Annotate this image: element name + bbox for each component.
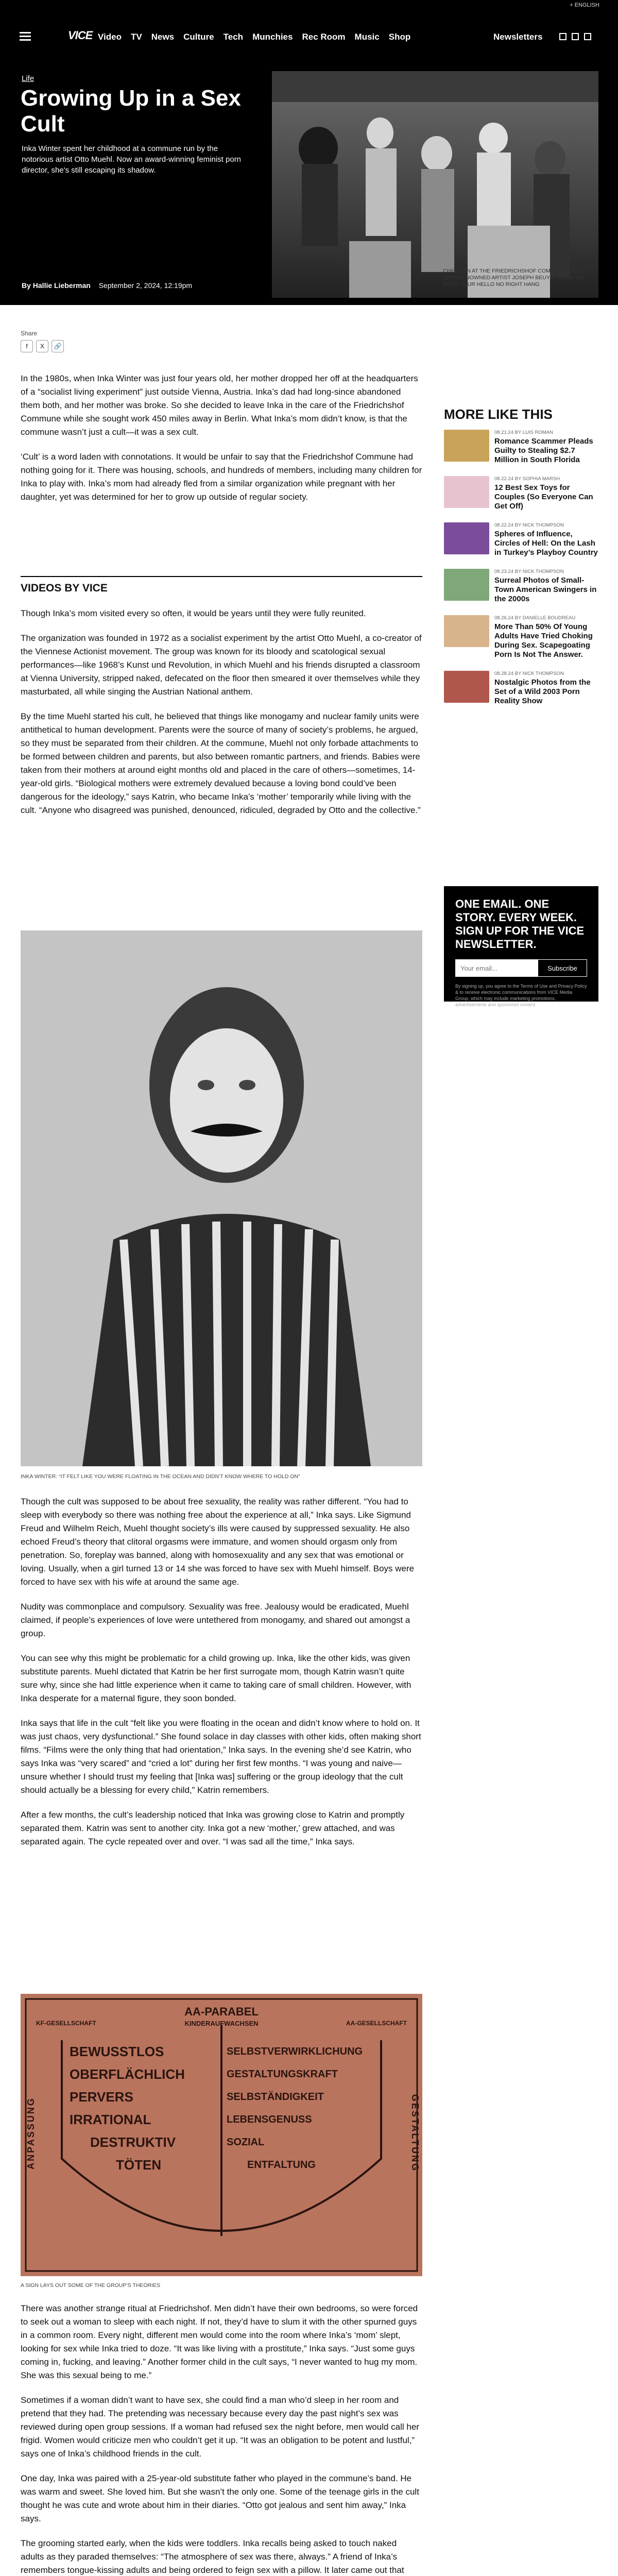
instagram-icon[interactable] bbox=[559, 33, 566, 40]
facebook-icon[interactable] bbox=[572, 33, 579, 40]
related-title[interactable]: More Than 50% Of Young Adults Have Tried Choking During Sex. Scapegoating Porn Is Not The Answer. bbox=[494, 622, 593, 659]
nav-link-music[interactable]: Music bbox=[354, 32, 380, 42]
x-share-icon[interactable]: X bbox=[36, 340, 48, 352]
article-body-2 bbox=[21, 607, 422, 828]
sign-term: BEWUSSTLOS bbox=[70, 2044, 164, 2059]
sign-side-left: ANPASSUNG bbox=[25, 2097, 36, 2170]
related-title[interactable]: Romance Scammer Pleads Guilty to Stealing $2.7 Million in South Florida bbox=[494, 437, 593, 464]
photo-caption: A SIGN LAYS OUT SOME OF THE GROUP’S THEORIES bbox=[21, 2282, 161, 2289]
sign-title: AA-PARABEL bbox=[184, 2005, 259, 2018]
related-thumbnail[interactable] bbox=[444, 522, 489, 554]
related-article[interactable] bbox=[444, 615, 598, 659]
nav-link-culture[interactable]: Culture bbox=[183, 32, 214, 42]
sign-left-column bbox=[70, 2040, 214, 2176]
sign-subtitle: KINDERAUFWACHSEN bbox=[184, 2020, 259, 2027]
category-link[interactable]: Life bbox=[22, 74, 35, 83]
facebook-share-icon[interactable]: f bbox=[21, 340, 33, 352]
related-title[interactable]: 12 Best Sex Toys for Couples (So Everyone Can Get Off) bbox=[494, 483, 593, 511]
article-title: Growing Up in a Sex Cult bbox=[21, 86, 241, 137]
article-body-1 bbox=[21, 372, 422, 515]
sign-right-header: AA-GESELLSCHAFT bbox=[346, 2020, 407, 2027]
share-bar bbox=[21, 330, 64, 352]
sign-term: SELBSTÄNDIGKEIT bbox=[227, 2091, 324, 2103]
more-like-this-heading: MORE LIKE THIS bbox=[444, 406, 553, 422]
article-body-3 bbox=[21, 1495, 422, 1860]
paragraph: Inka says that life in the cult “felt like you were floating in the ocean and didn’t know where to hold on. It was just chaos, very dysfunctional.” She found solace in day classes with other kids, often making short films. “Films were the only thing that had orientation,” Inka says. In the evening she’d see Katrin, who says Inka was “very scared” and “cried a lot” during her first few months. “I was young and naive—unsure whether I should trust my feeling that [Inka was] suffering or the group ideology that the cult should actually be a blessing for every child,” Katrin remembers. bbox=[21, 1718, 421, 1795]
byline bbox=[22, 281, 192, 290]
main-nav bbox=[0, 11, 618, 63]
link-share-icon[interactable]: 🔗 bbox=[52, 340, 64, 352]
newsletter-email-input[interactable] bbox=[455, 959, 538, 977]
related-title[interactable]: Spheres of Influence, Circles of Hell: On the Lash in Turkey’s Playboy Country bbox=[494, 530, 598, 557]
sign-term: SELBSTVERWIRKLICHUNG bbox=[227, 2046, 363, 2057]
sign-term: LEBENSGENUSS bbox=[227, 2114, 312, 2125]
share-label: Share bbox=[21, 330, 38, 337]
related-meta: 08.22.24 BY NICK THOMPSON bbox=[494, 522, 564, 528]
paragraph: ‘Cult’ is a word laden with connotations. It would be unfair to say that the Friedrichshof Commune had nothing going for it. There was housing, schools, and hundreds of members, including many children for Inka to play with. Inka’s mom had already fled from a similar organization while pregnant with her daughter, yet was determined for her to grow up outside of regular society. bbox=[21, 452, 422, 502]
related-thumbnail[interactable] bbox=[444, 569, 489, 601]
sign-term: TÖTEN bbox=[116, 2157, 162, 2173]
photo-caption: INKA WINTER: “IT FELT LIKE YOU WERE FLOATING IN THE OCEAN AND DIDN’T KNOW WHERE TO HOLD ON” bbox=[21, 1473, 300, 1480]
nav-link-news[interactable]: News bbox=[151, 32, 175, 42]
newsletter-fine-print: By signing up, you agree to the Terms of Use and Privacy Policy & to receive electronic communications from VICE Media Group, which may include marketing promotions, advertisements and sponsored content. bbox=[455, 984, 587, 1007]
paragraph: One day, Inka was paired with a 25-year-old substitute father who played in the commune’s band. He was warm and sweet. She loved him. But she wasn’t the only one. Some of the teenage girls in the cult thought he was cute and wrote about him in their diaries. “Otto got jealous and sent him away,” Inka says. bbox=[21, 2473, 419, 2523]
paragraph: The grooming started early, when the kids were toddlers. Inka recalls being asked to touch naked adults as they paraded themselves: “The atmosphere of sex was there, always.” A friend of Inka’s remembers tongue-kissing adults and being ordered to feign sex with a pillow. It later came out that bbox=[21, 2538, 404, 2575]
nav-link-tech[interactable]: Tech bbox=[223, 32, 244, 42]
subscribe-button[interactable]: Subscribe bbox=[538, 959, 587, 977]
nav-link-shop[interactable]: Shop bbox=[388, 32, 411, 42]
related-article[interactable] bbox=[444, 569, 598, 604]
nav-link-rec-room[interactable]: Rec Room bbox=[302, 32, 346, 42]
related-title[interactable]: Surreal Photos of Small-Town American Swingers in the 2000s bbox=[494, 576, 597, 603]
publish-date: September 2, 2024, 12:19pm bbox=[98, 281, 193, 290]
nav-link-video[interactable]: Video bbox=[98, 32, 122, 42]
newsletter-heading: ONE EMAIL. ONE STORY. EVERY WEEK. SIGN UP FOR THE VICE NEWSLETTER. bbox=[455, 897, 585, 951]
paragraph: There was another strange ritual at Friedrichshof. Men didn’t have their own bedrooms, so were forced to seek out a woman to sleep with each night. If not, they’d have to slum it with the other spurned guys in a common room. Every night, different men would come into the room where Inka’s ‘mom’ slept, looking for sex while Inka tried to doze. “It was like living with a prostitute,” Inka says. “Just some guys coming in, fucking, and leaving.” Another former child in the cult says, “I never wanted to hug my mom. She was this sexual being to me.” bbox=[21, 2303, 418, 2380]
nav-link-tv[interactable]: TV bbox=[130, 32, 142, 42]
sign-right-column bbox=[227, 2040, 376, 2176]
hero-photo-caption: CHILDREN AT THE FRIEDRICHSHOF COMMUNE DANCE WITH RENOWNED ARTIST JOSEPH BEUYS. IMAGE VIA FOUR YOUR HELLO NO RIGHT HANG bbox=[443, 268, 587, 287]
related-article[interactable] bbox=[444, 430, 598, 465]
article-dek: Inka Winter spent her childhood at a commune run by the notorious artist Otto Muehl. Now an award-winning feminist porn director, she's still escaping its shadow. bbox=[22, 144, 242, 175]
related-thumbnail[interactable] bbox=[444, 476, 489, 508]
aa-parabel-sign-photo bbox=[21, 1994, 422, 2276]
sign-left-header: KF-GESELLSCHAFT bbox=[36, 2020, 96, 2027]
paragraph: In the 1980s, when Inka Winter was just four years old, her mother dropped her off at the headquarters of a “socialist living experiment” just outside Vienna, Austria. Inka’s dad had long-since abandoned them both, and her mother was broke. So she decided to leave Inka in the care of the Friedrichshof Commune while she sought work 450 miles away in Berlin. What Inka’s mom didn’t know, is that the commune wasn’t just a cult—it was a sex cult. bbox=[21, 374, 418, 437]
author-link[interactable]: By Hallie Lieberman bbox=[22, 281, 91, 290]
sign-side-right: GESTALTUNG bbox=[410, 2094, 421, 2173]
paragraph: The organization was founded in 1972 as a socialist experiment by the artist Otto Muehl, a co-creator of the Viennese Actionist movement. The group was known for its bloody and scatological sexual performances—like 1968’s Kunst und Revolution, in which Muehl and his friends disrupted a classroom at Vienna University, stripped naked, defecated on the floor then smeared it over themselves while they masturbated, all while singing the Austrian National anthem. bbox=[21, 633, 422, 697]
nav-links bbox=[98, 32, 410, 42]
related-meta: 08.23.24 BY NICK THOMPSON bbox=[494, 569, 564, 574]
nav-link-munchies[interactable]: Munchies bbox=[252, 32, 293, 42]
paragraph: Though the cult was supposed to be about free sexuality, the reality was rather different. “You had to sleep with everybody so there was nothing free about the experience at all,” Inka says. Like Sigmund Freud and Wilhelm Reich, Muehl thought society’s ills were caused by suppressed sexuality. He also echoed Freud’s theory that clitoral orgasms were immature, and women should orgasm only from penetration. So, foreplay was banned, along with homosexuality and any sex that was emotional or loving. Usually, when a girl turned 13 or 14 she was forced to have sex with Muehl himself. Boys were forced to have sex with his wife at around the same age. bbox=[21, 1497, 415, 1587]
related-meta: 08.28.24 BY NICK THOMPSON bbox=[494, 671, 564, 676]
sign-term: PERVERS bbox=[70, 2089, 133, 2105]
related-meta: 08.21.24 BY LUIS ROMAN bbox=[494, 430, 553, 435]
hero-photo bbox=[272, 71, 598, 298]
related-meta: 08.22.24 BY SOPHIA MARSH bbox=[494, 476, 560, 482]
newsletter-signup bbox=[444, 886, 598, 1007]
related-article[interactable] bbox=[444, 522, 598, 557]
article-body-4 bbox=[21, 2302, 422, 2576]
paragraph: Sometimes if a woman didn’t want to have sex, she could find a man who’d sleep in her room and pretend that they had. The pretending was necessary because every day the past night’s sex was reviewed during open group sessions. If a woman had refused sex the night before, men would call her frigid. Women would criticize men who couldn’t get it up. “It was an obligation to be potent and lustful,” says one of Inka’s childhood friends in the cult. bbox=[21, 2395, 419, 2459]
paragraph: After a few months, the cult’s leadership noticed that Inka was growing close to Katrin and promptly separated them. Katrin was sent to another city. Inka got a new ‘mother,’ grew attached, and was separated again. The cycle repeated over and over. “I was sad all the time,” Inka says. bbox=[21, 1810, 405, 1846]
related-title[interactable]: Nostalgic Photos from the Set of a Wild 2003 Porn Reality Show bbox=[494, 678, 591, 705]
social-icons bbox=[559, 33, 591, 40]
videos-by-vice-label: VIDEOS BY VICE bbox=[21, 576, 422, 595]
sign-term: IRRATIONAL bbox=[70, 2112, 151, 2127]
inka-portrait-photo bbox=[21, 930, 422, 1466]
sign-term: OBERFLÄCHLICH bbox=[70, 2066, 185, 2082]
more-like-this bbox=[444, 407, 598, 717]
related-thumbnail[interactable] bbox=[444, 671, 489, 703]
language-selector[interactable]: + ENGLISH bbox=[570, 2, 599, 8]
related-thumbnail[interactable] bbox=[444, 615, 489, 647]
sign-term: GESTALTUNGSKRAFT bbox=[227, 2069, 338, 2080]
hamburger-menu-icon[interactable] bbox=[20, 32, 31, 41]
newsletters-link[interactable]: Newsletters bbox=[493, 32, 543, 42]
paragraph: Though Inka’s mom visited every so often, it would be years until they were fully reunited. bbox=[21, 608, 366, 618]
related-article[interactable] bbox=[444, 476, 598, 511]
paragraph: By the time Muehl started his cult, he believed that things like monogamy and nuclear family units were antithetical to human development. Parents were the source of many of society’s problems, he argued, so they must be separated from their children. At the commune, Muehl not only forbade attachments to be formed between children and parents, but also between romantic partners, and friends. Babies were taken from their mothers at around eight months old and placed in the care of others—sometimes, 14-year-old girls. “Biological mothers were extremely devalued because a loving bond could’ve been dangerous for the ideology,” says Katrin, who became Inka’s ‘mother’ temporarily while living with the cult. “Anyone who disagreed was punished, denounced, ridiculed, degraded by Otto and the collective.” bbox=[21, 711, 421, 815]
related-thumbnail[interactable] bbox=[444, 430, 489, 462]
vice-logo[interactable]: VICE bbox=[68, 29, 93, 42]
paragraph: Nudity was commonplace and compulsory. Sexuality was free. Jealousy would be eradicated, Muehl claimed, if people’s experiences of love were untethered from monogamy, and shared out amongst a group. bbox=[21, 1602, 410, 1638]
sign-term: ENTFALTUNG bbox=[247, 2159, 316, 2171]
sign-term: DESTRUKTIV bbox=[90, 2134, 176, 2150]
twitter-icon[interactable] bbox=[584, 33, 591, 40]
sign-term: SOZIAL bbox=[227, 2137, 265, 2148]
related-meta: 08.26.24 BY DANIELLE BOUDREAU bbox=[494, 615, 576, 621]
paragraph: You can see why this might be problematic for a child growing up. Inka, like the other kids, was given substitute parents. Muehl dictated that Katrin be her first surrogate mom, though Katrin wasn’t quite sure why, since she had little experience when it came to taking care of small children. However, with Inka desperate for a maternal figure, they soon bonded. bbox=[21, 1653, 411, 1703]
utility-strip bbox=[0, 0, 618, 11]
related-article[interactable] bbox=[444, 671, 598, 706]
